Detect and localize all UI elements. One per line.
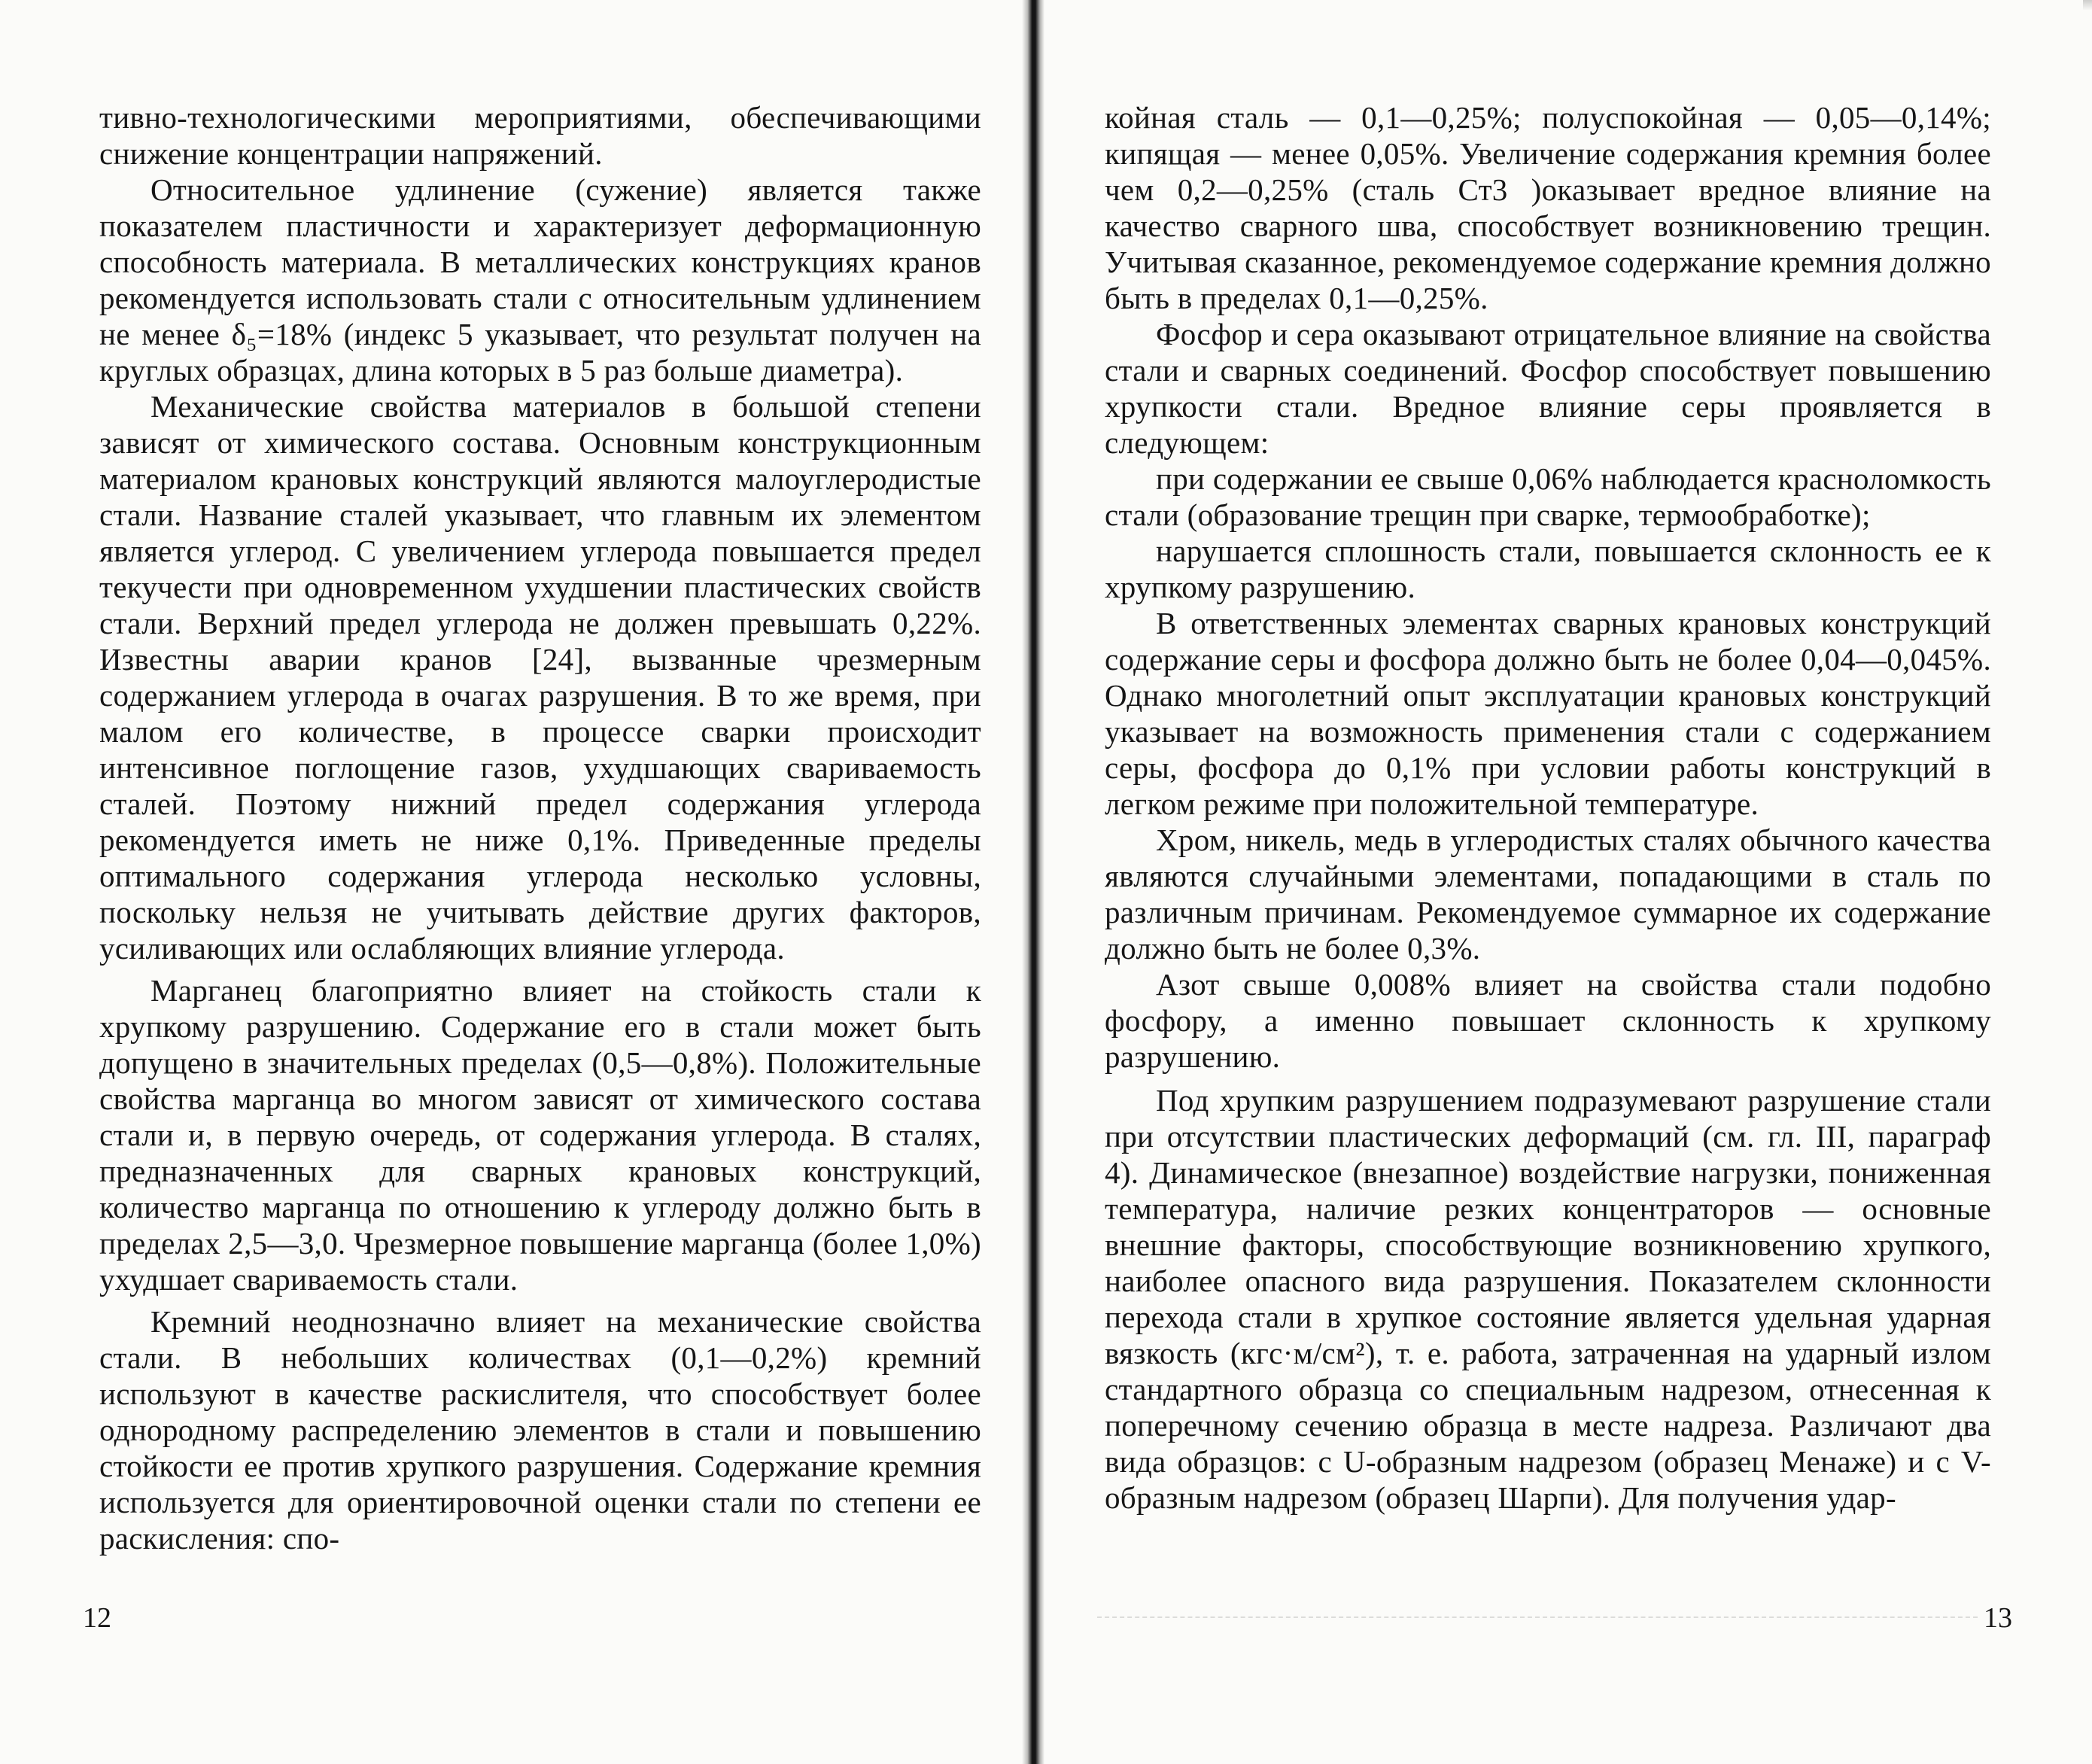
- scan-shadow: [2083, 0, 2092, 11]
- paragraph: Кремний неоднозначно влияет на механические свойства стали. В небольших количествах (0,1—0,2%) кремний используют в качестве раскислителя, что способствует более однородному распределению элементов в стали и повышению стойкости ее против хрупкого разрушения. Содержание кремния используется для ориентировочной оценки стали по степени ее раскисления: спо-: [99, 1304, 981, 1556]
- right-page: [1037, 0, 2092, 1764]
- paragraph: Хром, никель, медь в углеродистых сталях обычного качества являются случайными элементами, попадающими в сталь по различным причинам. Рекомендуемое суммарное их содержание должно быть не более 0,3%.: [1105, 823, 1991, 966]
- paragraph: койная сталь — 0,1—0,25%; полуспокойная — 0,05—0,14%; кипящая — менее 0,05%. Увеличение содержания кремния более чем 0,2—0,25% (сталь Ст3 )оказывает вредное влияние на качество сварного шва, способствует возникновению трещин. Учитывая сказанное, рекомендуемое содержание кремния должно быть в пределах 0,1—0,25%.: [1105, 100, 1991, 315]
- paragraph: при содержании ее свыше 0,06% наблюдается красноломкость стали (образование трещин при сварке, термообработке);: [1105, 461, 1992, 532]
- paragraph: Под хрупким разрушением подразумевают разрушение стали при отсутствии пластических деформаций (см. гл. III, параграф 4). Динамическое (внезапное) воздействие нагрузки, пониженная температура, наличие резких концентраторов — основные внешние факторы, способствующие возникновению хрупкого, наиболее опасного вида разрушения. Показателем склонности перехода стали в хрупкое состояние является удельная ударная вязкость (кгс·м/см²), т. е. работа, затраченная на ударный излом стандартного образца со специальным надрезом, отнесенная к поперечному сечению образца в месте надреза. Различают два вида образцов: с U-образным надрезом (образец Менаже) и с V-образным надрезом (образец Шарпи). Для получения удар-: [1105, 1083, 1991, 1515]
- page-number-left: 12: [83, 1602, 111, 1634]
- right-page-body: [1105, 99, 1991, 1516]
- paragraph: В ответственных элементах сварных крановых конструкций содержание серы и фосфора должно быть не более 0,04—0,045%. Однако многолетний опыт эксплуатации крановых конструкций указывает на возможность применения стали с содержанием серы, фосфора до 0,1% при условии работы конструкций в легком режиме при положительной температуре.: [1105, 606, 1991, 821]
- book-gutter: [1022, 0, 1044, 1764]
- left-page: [0, 0, 1037, 1764]
- paragraph: Азот свыше 0,008% влияет на свойства стали подобно фосфору, а именно повышает склонность к хрупкому разрушению.: [1105, 967, 1991, 1074]
- paragraph: Марганец благоприятно влияет на стойкость стали к хрупкому разрушению. Содержание его в стали может быть допущено в значительных пределах (0,5—0,8%). Положительные свойства марганца во многом зависят от химического состава стали и, в первую очередь, от содержания углерода. В сталях, предназначенных для сварных крановых конструкций, количество марганца по отношению к углероду должно быть в пределах 2,5—3,0. Чрезмерное повышение марганца (более 1,0%) ухудшает свариваемость стали.: [99, 973, 981, 1297]
- paragraph: тивно-технологическими мероприятиями, обеспечивающими снижение концентрации напряжений.: [99, 100, 981, 171]
- paragraph: Относительное удлинение (сужение) является также показателем пластичности и характеризует деформационную способность материала. В металлических конструкциях кранов рекомендуется использовать стали с относительным удлинением не менее δ₅=18% (индекс 5 указывает, что результат получен на круглых образцах, длина которых в 5 раз больше диаметра).: [99, 172, 981, 388]
- paragraph: нарушается сплошность стали, повышается склонность ее к хрупкому разрушению.: [1105, 534, 1991, 604]
- page-number-right: 13: [1984, 1602, 2012, 1634]
- left-page-body: [99, 99, 981, 1556]
- page-bottom-rule: [1097, 1616, 1978, 1619]
- paragraph: Фосфор и сера оказывают отрицательное влияние на свойства стали и сварных соединений. Фосфор способствует повышению хрупкости стали. Вредное влияние серы проявляется в следующем:: [1105, 317, 1991, 460]
- paragraph: Механические свойства материалов в большой степени зависят от химического состава. Основным конструкционным материалом крановых конструкций являются малоуглеродистые стали. Название сталей указывает, что главным их элементом является углерод. С увеличением углерода повышается предел текучести при одновременном ухудшении пластических свойств стали. Верхний предел углерода не должен превышать 0,22%. Известны аварии кранов [24], вызванные чрезмерным содержанием углерода в очагах разрушения. В то же время, при малом его количестве, в процессе сварки происходит интенсивное поглощение газов, ухудшающих свариваемость сталей. Поэтому нижний предел содержания углерода рекомендуется иметь не ниже 0,1%. Приведенные пределы оптимального содержания углерода несколько условны, поскольку нельзя не учитывать действие других факторов, усиливающих или ослабляющих влияние углерода.: [99, 389, 981, 966]
